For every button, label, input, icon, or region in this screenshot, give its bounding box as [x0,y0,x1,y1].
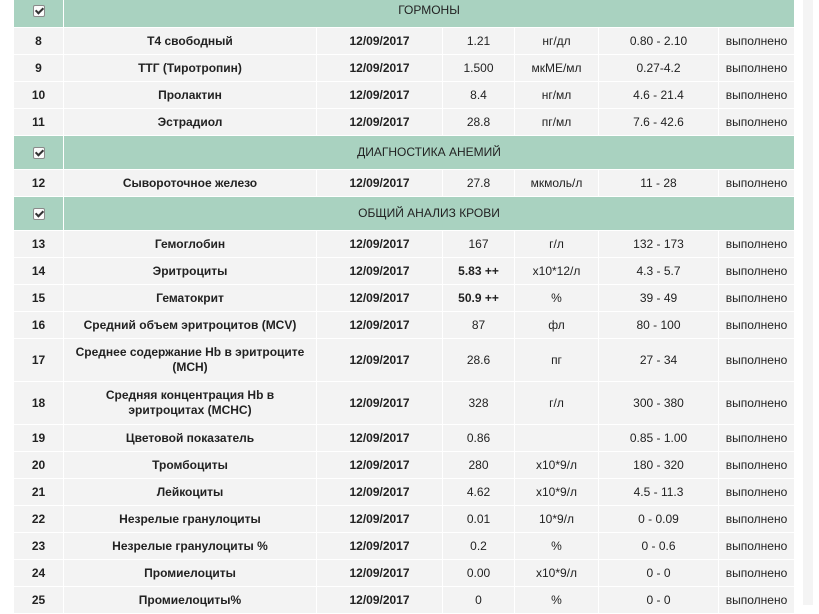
test-name: Промиелоциты% [64,587,317,614]
test-name: Незрелые гранулоциты [64,506,317,533]
table-row[interactable] [14,82,795,109]
test-date: 12/09/2017 [317,452,443,479]
group-row-cbc [14,197,795,231]
test-value: 1.500 [443,55,515,82]
test-date: 12/09/2017 [317,28,443,55]
test-status: выполнено [719,452,795,479]
table-row[interactable] [14,533,795,560]
test-name: Пролактин [64,82,317,109]
row-number: 11 [14,109,64,136]
test-unit: нг/мл [515,82,599,109]
group-checkbox[interactable] [14,0,64,28]
test-unit: пг [515,339,599,382]
page-scrollbar[interactable] [803,0,813,605]
test-unit: x10*12/л [515,258,599,285]
test-unit: фл [515,312,599,339]
test-value: 1.21 [443,28,515,55]
test-status: выполнено [719,28,795,55]
test-unit: нг/дл [515,28,599,55]
test-unit: % [515,533,599,560]
test-date: 12/09/2017 [317,55,443,82]
test-date: 12/09/2017 [317,231,443,258]
test-status: выполнено [719,560,795,587]
test-value: 87 [443,312,515,339]
table-row[interactable] [14,560,795,587]
test-date: 12/09/2017 [317,109,443,136]
reference-range: 0.27-4.2 [599,55,719,82]
reference-range: 4.5 - 11.3 [599,479,719,506]
test-status: выполнено [719,479,795,506]
table-row[interactable] [14,109,795,136]
test-status: выполнено [719,312,795,339]
test-status: выполнено [719,170,795,197]
test-name: Промиелоциты [64,560,317,587]
test-date: 12/09/2017 [317,258,443,285]
test-value: 4.62 [443,479,515,506]
table-row[interactable] [14,339,795,382]
table-row[interactable] [14,170,795,197]
test-unit: x10*9/л [515,452,599,479]
row-number: 23 [14,533,64,560]
group-title: ДИАГНОСТИКА АНЕМИЙ [64,136,795,170]
test-date: 12/09/2017 [317,425,443,452]
row-number: 10 [14,82,64,109]
test-unit: 10*9/л [515,506,599,533]
results-table-container [13,0,794,614]
reference-range: 4.3 - 5.7 [599,258,719,285]
checkbox-checked-icon[interactable] [33,5,45,17]
row-number: 8 [14,28,64,55]
test-unit: пг/мл [515,109,599,136]
test-value-flagged: 50.9 ++ [443,285,515,312]
test-value: 167 [443,231,515,258]
test-date: 12/09/2017 [317,506,443,533]
table-row[interactable] [14,425,795,452]
table-row[interactable] [14,55,795,82]
checkbox-checked-icon[interactable] [33,208,45,220]
test-name: Гематокрит [64,285,317,312]
test-name: Сывороточное железо [64,170,317,197]
test-value: 0.00 [443,560,515,587]
test-name: Лейкоциты [64,479,317,506]
test-name: Незрелые гранулоциты % [64,533,317,560]
test-name: Эстрадиол [64,109,317,136]
test-date: 12/09/2017 [317,587,443,614]
test-value-flagged: 5.83 ++ [443,258,515,285]
test-status: выполнено [719,506,795,533]
row-number: 19 [14,425,64,452]
test-unit: % [515,587,599,614]
test-unit: мкМЕ/мл [515,55,599,82]
group-checkbox[interactable] [14,136,64,170]
test-name: Средняя концентрация Hb в эритроцитах (MCHC) [64,382,317,425]
table-row[interactable] [14,312,795,339]
test-unit [515,425,599,452]
reference-range: 4.6 - 21.4 [599,82,719,109]
test-name: Средний объем эритроцитов (MCV) [64,312,317,339]
row-number: 24 [14,560,64,587]
test-date: 12/09/2017 [317,339,443,382]
row-number: 13 [14,231,64,258]
group-row-anemia [14,136,795,170]
test-name: Цветовой показатель [64,425,317,452]
test-date: 12/09/2017 [317,170,443,197]
test-value: 0.86 [443,425,515,452]
test-value: 0.01 [443,506,515,533]
table-row[interactable] [14,479,795,506]
test-unit: мкмоль/л [515,170,599,197]
test-value: 28.8 [443,109,515,136]
results-table [13,0,795,614]
row-number: 22 [14,506,64,533]
reference-range: 300 - 380 [599,382,719,425]
test-value: 0 [443,587,515,614]
test-name: Эритроциты [64,258,317,285]
row-number: 9 [14,55,64,82]
row-number: 18 [14,382,64,425]
test-status: выполнено [719,258,795,285]
test-status: выполнено [719,339,795,382]
test-date: 12/09/2017 [317,312,443,339]
test-value: 27.8 [443,170,515,197]
test-date: 12/09/2017 [317,533,443,560]
table-row[interactable] [14,506,795,533]
test-unit: г/л [515,382,599,425]
group-title: ГОРМОНЫ [64,0,795,28]
test-value: 28.6 [443,339,515,382]
row-number: 16 [14,312,64,339]
row-number: 17 [14,339,64,382]
group-checkbox[interactable] [14,197,64,231]
reference-range: 27 - 34 [599,339,719,382]
test-status: выполнено [719,587,795,614]
reference-range: 39 - 49 [599,285,719,312]
test-unit: г/л [515,231,599,258]
test-name: Т4 свободный [64,28,317,55]
reference-range: 0 - 0.6 [599,533,719,560]
table-row[interactable] [14,587,795,614]
test-date: 12/09/2017 [317,82,443,109]
row-number: 25 [14,587,64,614]
test-date: 12/09/2017 [317,285,443,312]
reference-range: 0 - 0 [599,587,719,614]
test-status: выполнено [719,425,795,452]
test-value: 0.2 [443,533,515,560]
test-status: выполнено [719,285,795,312]
test-value: 8.4 [443,82,515,109]
row-number: 20 [14,452,64,479]
test-status: выполнено [719,533,795,560]
test-status: выполнено [719,55,795,82]
reference-range: 0.85 - 1.00 [599,425,719,452]
test-name: ТТГ (Тиротропин) [64,55,317,82]
row-number: 21 [14,479,64,506]
reference-range: 180 - 320 [599,452,719,479]
test-date: 12/09/2017 [317,560,443,587]
test-status: выполнено [719,109,795,136]
test-status: выполнено [719,231,795,258]
table-row[interactable] [14,285,795,312]
reference-range: 132 - 173 [599,231,719,258]
test-name: Среднее содержание Hb в эритроците (MCH) [64,339,317,382]
test-date: 12/09/2017 [317,479,443,506]
test-date: 12/09/2017 [317,382,443,425]
reference-range: 0 - 0 [599,560,719,587]
test-value: 328 [443,382,515,425]
reference-range: 80 - 100 [599,312,719,339]
test-unit: x10*9/л [515,479,599,506]
table-row[interactable] [14,231,795,258]
test-value: 280 [443,452,515,479]
group-title: ОБЩИЙ АНАЛИЗ КРОВИ [64,197,795,231]
test-unit: % [515,285,599,312]
row-number: 15 [14,285,64,312]
test-status: выполнено [719,382,795,425]
row-number: 14 [14,258,64,285]
checkbox-checked-icon[interactable] [33,147,45,159]
reference-range: 11 - 28 [599,170,719,197]
test-name: Тромбоциты [64,452,317,479]
table-row[interactable] [14,452,795,479]
table-row[interactable] [14,382,795,425]
reference-range: 0 - 0.09 [599,506,719,533]
group-row-hormones [14,0,795,28]
reference-range: 0.80 - 2.10 [599,28,719,55]
test-status: выполнено [719,82,795,109]
test-name: Гемоглобин [64,231,317,258]
table-row[interactable] [14,258,795,285]
row-number: 12 [14,170,64,197]
test-unit: x10*9/л [515,560,599,587]
table-row[interactable] [14,28,795,55]
reference-range: 7.6 - 42.6 [599,109,719,136]
